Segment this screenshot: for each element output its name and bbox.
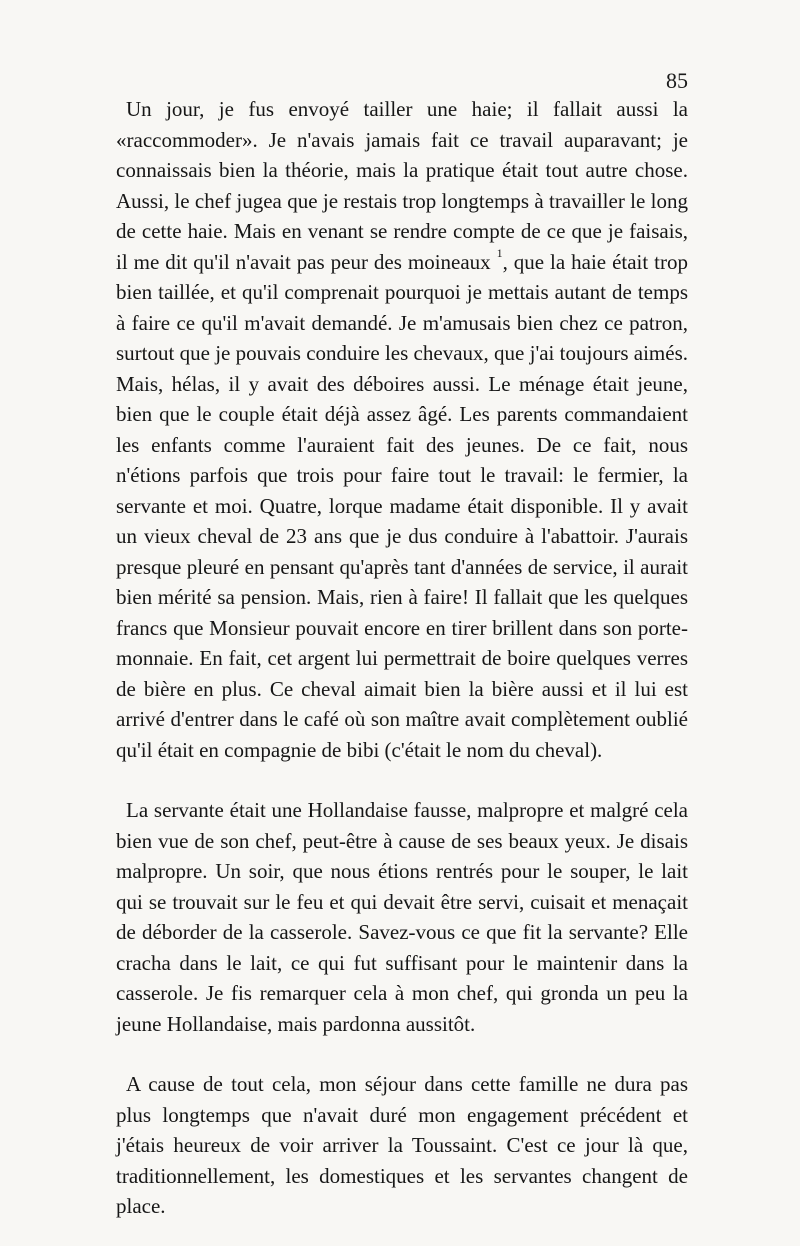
body-text — [116, 94, 688, 1222]
paragraph-spacing — [116, 765, 688, 795]
footnote-reference: 1 — [496, 245, 503, 260]
paragraph-2: La servante était une Hollandaise fausse, malpropre et malgré cela bien vue de son chef, peut-être à cause de ses beaux yeux. Je disais malpropre. Un soir, que nous étions rentrés pour le souper, le lait qui se trouvait sur le feu et qui devait être servi, cuisait et menaçait de déborder de la casserole. Savez-vous ce que fit la servante? Elle cracha dans le lait, ce qui fut suffisant pour le maintenir dans la casserole. Je fis remarquer cela à mon chef, qui gronda un peu la jeune Hollandaise, mais pardonna aussitôt. — [116, 798, 688, 1036]
paragraph-3: A cause de tout cela, mon séjour dans cette famille ne dura pas plus longtemps que n'avait duré mon engagement précédent et j'étais heureux de voir arriver la Toussaint. C'est ce jour là que, traditionnellement, les domestiques et les servantes changent de place. — [116, 1072, 688, 1218]
paragraph-1-text-after-note: , que la haie était trop bien taillée, et qu'il comprenait pourquoi je mettais autant de temps à faire ce qu'il m'avait demandé. Je m'amusais bien chez ce patron, surtout que je pouvais conduire les chevaux, que j'ai toujours aimés. Mais, hélas, il y avait des déboires aussi. Le ménage était jeune, bien que le couple était déjà assez âgé. Les parents commandaient les enfants comme l'auraient fait des jeunes. De ce fait, nous n'étions parfois que trois pour faire tout le travail: le fermier, la servante et moi. Quatre, lorque madame était disponible. Il y avait un vieux cheval de 23 ans que je dus conduire à l'abattoir. J'aurais presque pleuré en pensant qu'après tant d'années de service, il aurait bien mérité sa pension. Mais, rien à faire! Il fallait que les quelques francs que Monsieur pouvait encore en tirer brillent dans son porte-monnaie. En fait, cet argent lui permettrait de boire quelques verres de bière en plus. Ce cheval aimait bien la bière aussi et il lui est arrivé d'entrer dans le café où son maître avait complètement oublié qu'il était en compagnie de bibi (c'était le nom du cheval). — [116, 249, 688, 762]
paragraph-spacing — [116, 1039, 688, 1069]
page-number: 85 — [666, 68, 688, 93]
paragraph-1-text-before-note: Un jour, je fus envoyé tailler une haie; il fallait aussi la «raccommoder». Je n'avais jamais fait ce travail auparavant; je connaissais bien la théorie, mais la pratique était tout autre chose. Aussi, le chef jugea que je restais trop longtemps à travailler le long de cette haie. Mais en venant se rendre compte de ce que je faisais, il me dit qu'il n'avait pas peur des moineaux — [116, 97, 688, 274]
paragraph-1 — [116, 94, 688, 765]
